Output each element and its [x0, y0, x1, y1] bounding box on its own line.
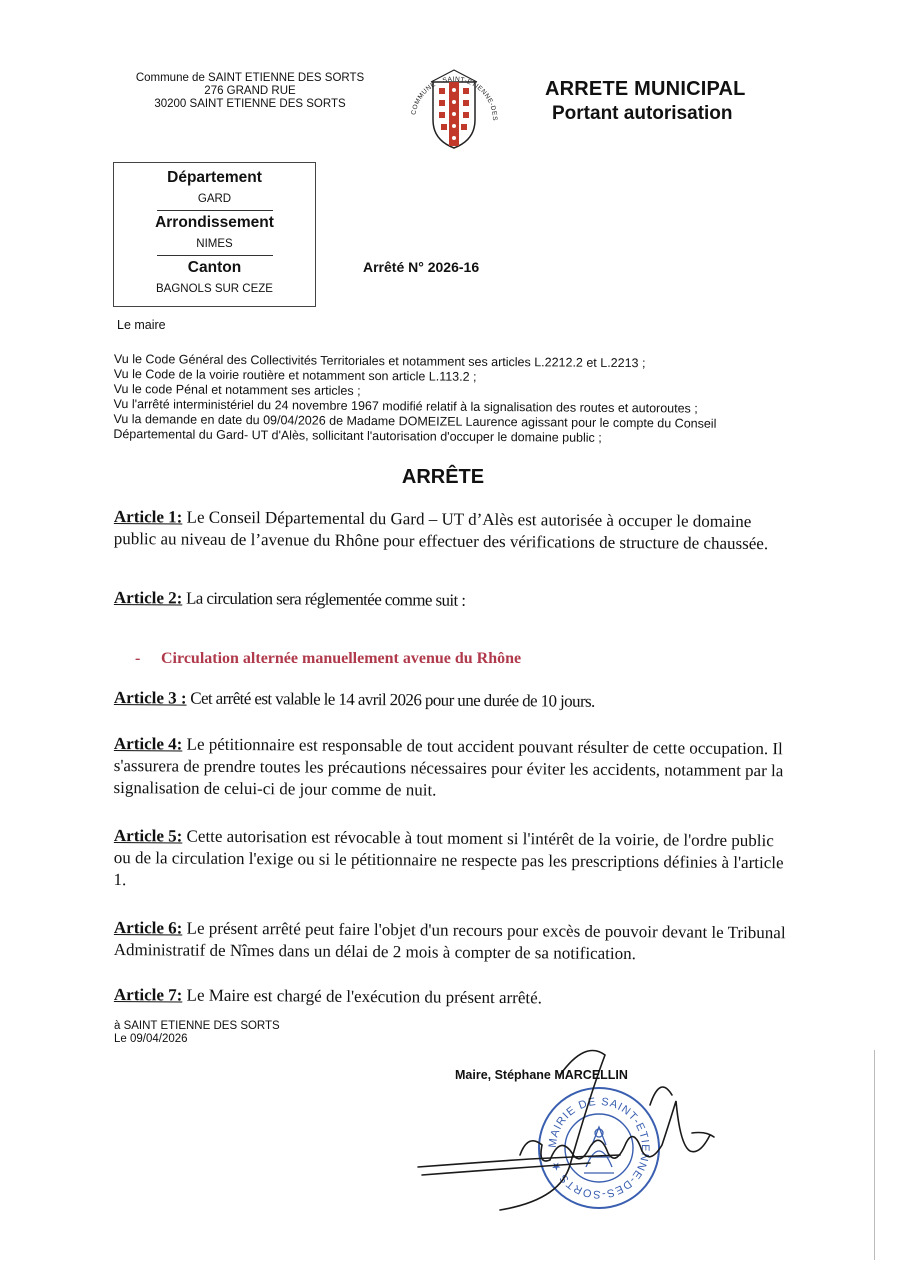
article-label: Article 7: [113, 984, 183, 1005]
commune-street: 276 GRAND RUE [204, 85, 296, 97]
commune-name: Commune de SAINT ETIENNE DES SORTS [135, 72, 365, 84]
signing-date: Le 09/04/2026 [114, 1033, 188, 1045]
article-text: Le présent arrêté peut faire l'objet d'un recours pour excès de pouvoir devant le Tribunal Administratif de Nîmes dans un délai de 2 mois à compter de sa notification. [113, 918, 786, 964]
article-6 [114, 917, 794, 966]
article-text: Cette autorisation est révocable à tout moment si l'intérêt de la voirie, de l'ordre public ou de la circulation l'exige ou si le pétitionnaire ne respecte pas les prescriptions définies à l'article 1. [113, 826, 784, 890]
title-block [545, 78, 785, 125]
article-4 [113, 733, 793, 804]
document-title: ARRETE MUNICIPAL [545, 78, 746, 100]
consideration-item: Départemental du Gard- UT d'Alès, sollicitant l'autorisation d'occuper le domaine public ; [113, 426, 602, 445]
canton-label: Canton [187, 259, 242, 276]
article-label: Article 3 : [113, 687, 187, 708]
consideration-item: Vu le Code Général des Collectivités Territoriales et notamment ses articles L.2212.2 et L.2213 ; [113, 352, 646, 371]
document-subtitle: Portant autorisation [552, 103, 733, 124]
article-text: Cet arrêté est valable le 14 avril 2026 pour une durée de 10 jours. [186, 688, 595, 711]
traffic-measure-text: Circulation alternée manuellement avenue du Rhône [161, 650, 522, 667]
mayor-intro: Le maire [117, 318, 166, 332]
divider [157, 255, 273, 256]
svg-text:COMMUNE · SAINT-ETIENNE-DES-SO: COMMUNE · SAINT-ETIENNE-DES [410, 75, 499, 122]
signatory-name: Maire, Stéphane MARCELLIN [455, 1068, 628, 1082]
department-label: Département [167, 169, 262, 186]
department-value: GARD [197, 193, 232, 205]
traffic-measure-item [135, 650, 521, 668]
article-7 [114, 984, 794, 1011]
article-5 [113, 825, 793, 896]
divider [157, 210, 273, 211]
signing-place: à SAINT ETIENNE DES SORTS [114, 1020, 280, 1032]
consideration-item: Vu le code Pénal et notamment ses articles ; [113, 381, 361, 398]
arrondissement-label: Arrondissement [155, 214, 274, 231]
canton-value: BAGNOLS SUR CEZE [156, 283, 273, 295]
article-3 [114, 687, 794, 714]
considerations-list [113, 352, 774, 447]
article-text: La circulation sera réglementée comme suit : [182, 588, 466, 610]
article-text: Le Conseil Départemental du Gard – UT d’Alès est autorisée à occuper le domaine public au niveau de l’avenue du Rhône pour effectuer des vérifications de structure de chaussée. [113, 507, 769, 554]
place-date [114, 1020, 280, 1046]
article-label: Article 1: [113, 506, 183, 527]
consideration-item: Vu la demande en date du 09/04/2026 de Madame DOMEIZEL Laurence agissant pour le compte du Conseil [113, 411, 717, 431]
article-text: Le pétitionnaire est responsable de tout accident pouvant résulter de cette occupation. Il s'assurera de prendre toutes les précautions nécessaires pour éviter les accidents, notamment par la signalisation de celui-ci de jour comme de nuit. [113, 734, 784, 800]
list-dash: - [135, 650, 141, 667]
svg-text:MAIRIE DE SAINT-ETIENNE-DES-SO: MAIRIE DE SAINT-ETIENNE-DES-SORTS ★ [546, 1095, 652, 1201]
article-label: Article 6: [113, 917, 183, 938]
decree-heading-text: ARRÊTE [401, 466, 485, 488]
article-label: Article 5: [113, 825, 183, 846]
article-label: Article 4: [113, 733, 183, 754]
coat-of-arms-icon [405, 62, 503, 162]
consideration-item: Vu le Code de la voirie routière et notamment son article L.113.2 ; [113, 366, 477, 384]
scan-edge-line [874, 1050, 875, 1260]
article-2 [114, 587, 794, 614]
arrete-number: Arrêté N° 2026-16 [363, 259, 480, 275]
article-label: Article 2: [113, 587, 183, 608]
consideration-item: Vu l'arrêté interministériel du 24 novembre 1967 modifié relatif à la signalisation des routes et autoroutes ; [113, 396, 698, 416]
arrondissement-value: NIMES [196, 238, 233, 250]
commune-address [120, 72, 380, 111]
article-text: Le Maire est chargé de l'exécution du présent arrêté. [182, 985, 543, 1008]
handwritten-signature [410, 1035, 720, 1225]
administrative-box [113, 162, 316, 307]
commune-postal: 30200 SAINT ETIENNE DES SORTS [154, 98, 346, 110]
article-1 [114, 506, 794, 555]
decree-heading [0, 466, 900, 489]
